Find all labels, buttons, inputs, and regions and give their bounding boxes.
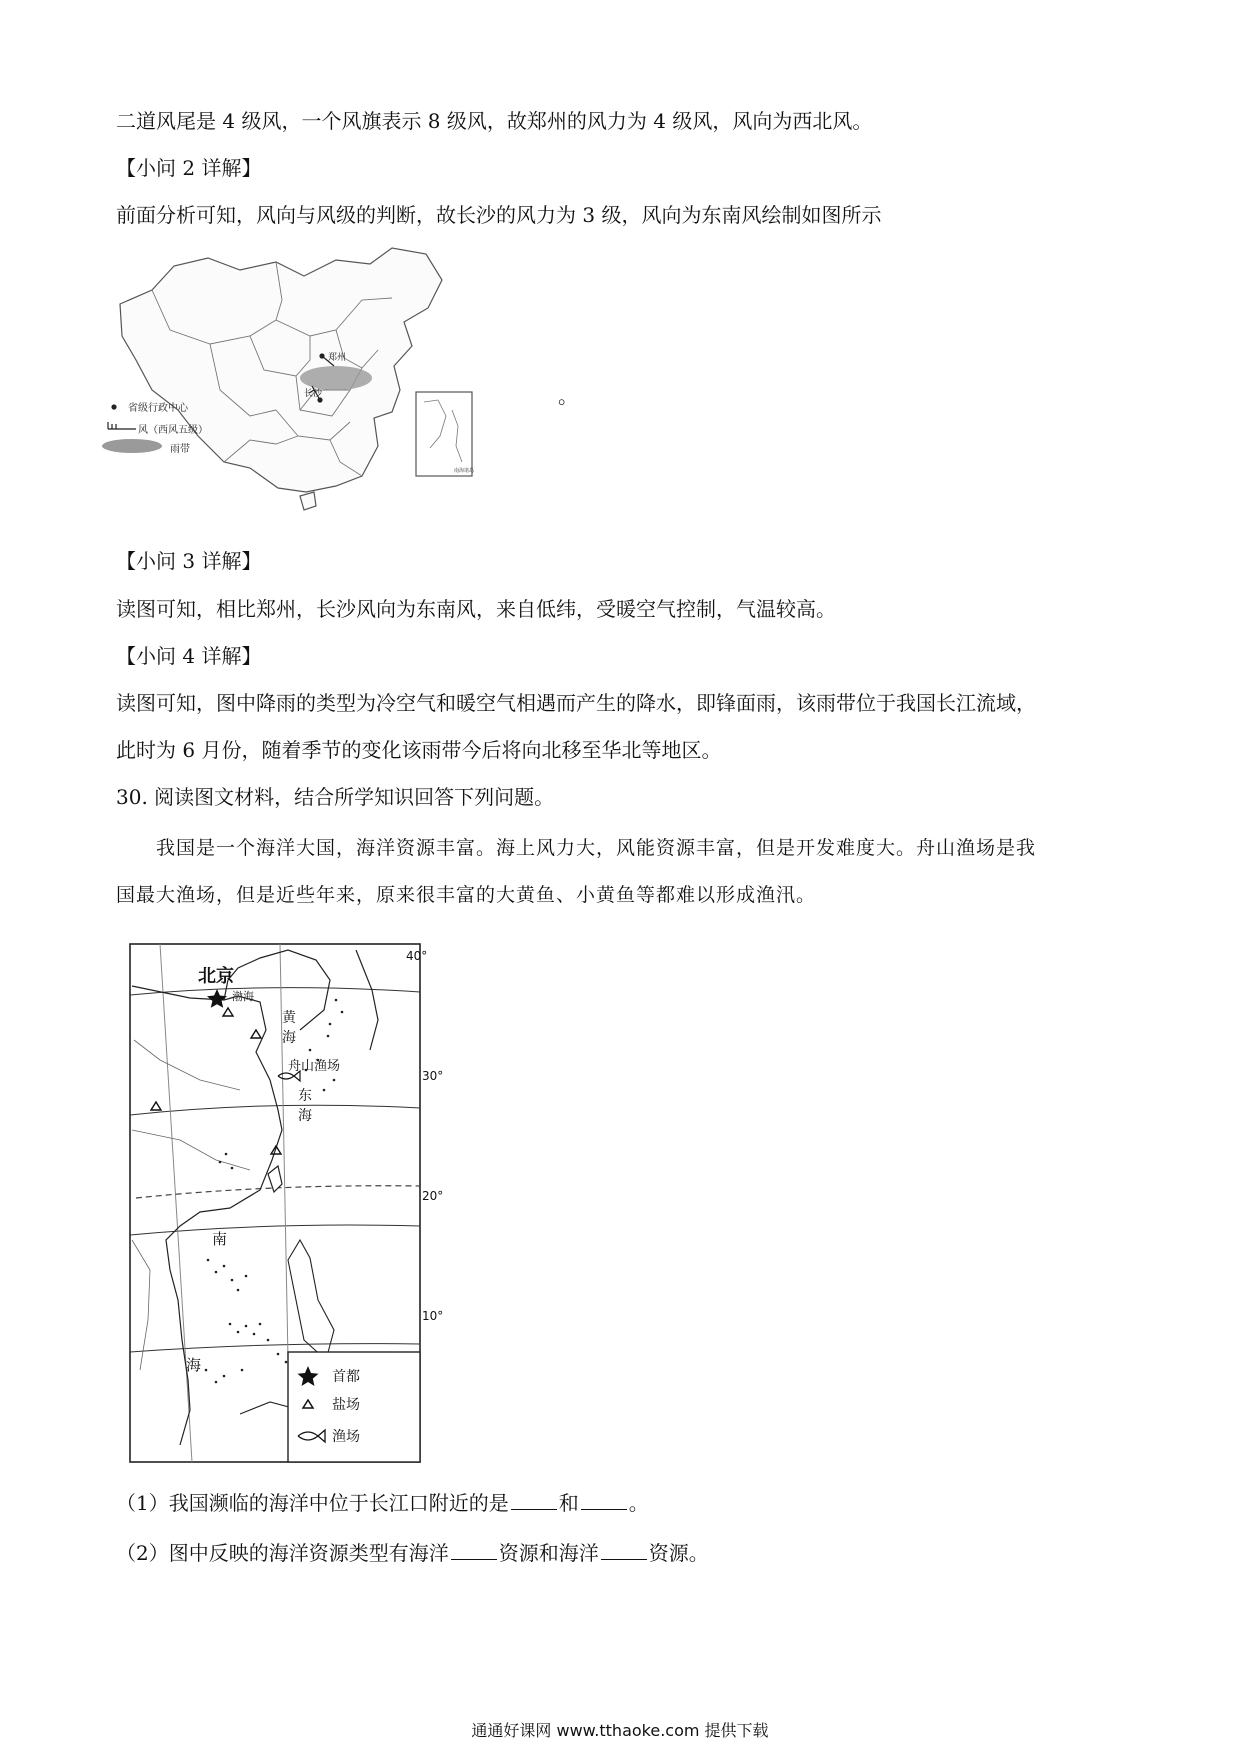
section-heading: 【小问 4 详解】 [116, 644, 262, 668]
legend-capital-label: 首都 [332, 1369, 360, 1385]
sea-label: 南 [212, 1230, 228, 1248]
province-center-icon [111, 404, 116, 409]
question-text: 资源和海洋 [498, 1541, 599, 1565]
section-heading: 【小问 2 详解】 [116, 156, 262, 180]
question-text: （1）我国濒临的海洋中位于长江口附近的是 [116, 1491, 509, 1515]
latitude-label: 40° [406, 949, 428, 963]
material-text: 我国是一个海洋大国，海洋资源丰富。海上风力大，风能资源丰富，但是开发难度大。舟山渔场是我 [156, 837, 1037, 859]
paragraph: 读图可知，图中降雨的类型为冷空气和暖空气相遇而产生的降水，即锋面雨，该雨带位于我国长江流域， [116, 691, 1036, 715]
section-heading: 【小问 3 详解】 [116, 549, 262, 573]
latitude-label: 30° [422, 1069, 444, 1083]
latitude-label: 10° [422, 1309, 444, 1323]
legend-center-label: 省级行政中心 [128, 403, 188, 414]
trailing-period: 。 [558, 384, 578, 408]
legend-wind-label: 风（西风五级） [138, 425, 208, 436]
answer-blank[interactable] [601, 1541, 647, 1560]
rain-belt-band [300, 366, 372, 390]
sea-label: 东 [298, 1088, 312, 1104]
paragraph: 前面分析可知，风向与风级的判断，故长沙的风力为 3 级，风向为东南风绘制如图所示 [116, 203, 882, 227]
answer-blank[interactable] [511, 1491, 557, 1510]
legend-salt-label: 盐场 [332, 1397, 360, 1413]
sea-label: 海 [298, 1108, 312, 1124]
paragraph: 读图可知，相比郑州，长沙风向为东南风，来自低纬，受暖空气控制，气温较高。 [116, 597, 836, 621]
question-item-2 [116, 1540, 709, 1566]
city-label-changsha: 长沙 [304, 389, 323, 399]
china-seas-map [120, 940, 460, 1470]
legend-fish-label: 渔场 [332, 1429, 360, 1445]
question-text: （2）图中反映的海洋资源类型有海洋 [116, 1541, 449, 1565]
answer-blank[interactable] [451, 1541, 497, 1560]
bohai-label: 渤海 [232, 990, 254, 1003]
china-wind-map [100, 240, 580, 540]
paragraph: 二道风尾是 4 级风，一个风旗表示 8 级风，故郑州的风力为 4 级风，风向为西北风。 [116, 109, 873, 133]
sea-label: 黄 [282, 1010, 296, 1026]
inset-label: 南海诸岛 [454, 468, 475, 474]
latitude-label: 20° [422, 1189, 444, 1203]
sea-label: 海 [186, 1356, 202, 1374]
wind-legend-icon [108, 422, 136, 429]
sea-label: 海 [282, 1030, 296, 1046]
question-item-1 [116, 1490, 649, 1516]
question-text: 和 [558, 1491, 579, 1515]
fishery-label: 舟山渔场 [288, 1059, 341, 1074]
page-footer: 通通好课网 www.tthaoke.com 提供下载 [471, 1721, 769, 1740]
legend-rain-label: 雨带 [170, 444, 190, 455]
capital-label: 北京 [198, 966, 234, 987]
material-text: 国最大渔场，但是近些年来，原来很丰富的大黄鱼、小黄鱼等都难以形成渔汛。 [116, 884, 817, 906]
paragraph: 此时为 6 月份，随着季节的变化该雨带今后将向北移至华北等地区。 [116, 738, 722, 762]
inset-map [416, 392, 475, 476]
answer-blank[interactable] [581, 1491, 627, 1510]
question-text: 资源。 [648, 1541, 709, 1565]
city-label-zhengzhou: 郑州 [328, 353, 347, 363]
question-title: 30. 阅读图文材料，结合所学知识回答下列问题。 [116, 785, 555, 809]
rain-belt-legend-icon [102, 439, 162, 453]
question-text: 。 [628, 1491, 649, 1515]
